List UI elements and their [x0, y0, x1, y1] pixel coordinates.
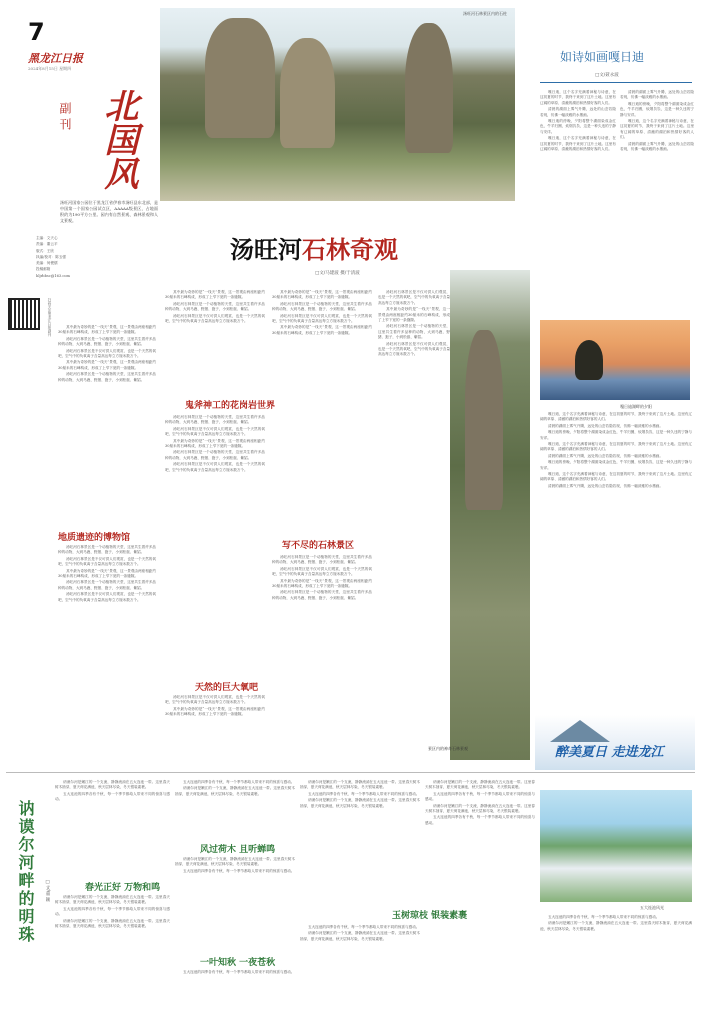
- banner-part-a: 醉美夏日: [555, 745, 608, 760]
- banner-part-b: 走进龙江: [611, 745, 664, 760]
- paragraph: 汤旺河石林景区是一个动植物的天堂，这里共生着许多品种的动物，大到马鹿、野猪、狍子，小到松鼠、紫貂。: [58, 372, 156, 382]
- paragraph: 讷谟尔河是嫩江的一个支流，静静流淌在五大连池一带。这里春天树木抽芽，夏天荷花满池，秋天层林尽染，冬天银装素裹。: [300, 931, 420, 941]
- paragraph: 汤旺河石林景区是一个动植物的天堂，这里共生着许多品种的动物，大到马鹿、野猪、狍子，小到松鼠、紫貂。: [378, 324, 450, 340]
- credit-line: 责编：董云平: [36, 242, 58, 247]
- paragraph: 五大连池的四季各有千秋，每一个季节都给人带来不同的惊喜与感动。: [308, 791, 420, 796]
- section-heading: 地质遗迹的博物馆: [58, 533, 131, 543]
- main-col: [58, 545, 156, 745]
- section-heading: 写不尽的石林景区: [282, 541, 355, 551]
- section-heading: [185, 398, 275, 411]
- main-title: [230, 230, 510, 264]
- bottom-col: [540, 915, 692, 1020]
- paragraph: 讷谟尔河是嫩江的一个支流，静静流淌在五大连池一带。这里春天树木抽芽，夏天荷花满池，秋天层林尽染，冬天银装素裹。: [55, 895, 170, 905]
- page-divider: [6, 772, 695, 773]
- paragraph: 汤旺河石林景区是一个动植物的天堂，这里共生着许多品种的动物，大到马鹿、野猪、狍子，小到松鼠、紫貂。: [165, 450, 265, 460]
- rock-pillar: [205, 18, 275, 138]
- paragraph: 汤旺河石林景区是不仅可供人们观赏，也是一个天然的氧吧，空气中的负氧离子含量高达每立方厘米数万个。: [165, 313, 265, 324]
- paragraph: 汤旺河石林景区是不仅可供人们观赏，也是一个天然的氧吧，空气中的负氧离子含量高达每立方厘米数万个。: [58, 348, 156, 359]
- forest-photo: [428, 270, 530, 760]
- paragraph: 汤旺河石林景区是一个动植物的天堂，这里共生着许多品种的动物，大到马鹿、野猪、狍子，小到松鼠、紫貂。: [58, 545, 156, 555]
- paragraph: 其中最为奇妙的是“一线天”景观，这一景观由两座相距约30厘米的石峰构成，形成了上窄下宽的一条缝隙。: [272, 578, 372, 589]
- title-part-b: 石林奇观: [302, 236, 398, 264]
- main-col: [165, 415, 265, 675]
- paragraph: 嘎日迪的傍晚，夕阳将整个湖面染成金红色，牛羊归圈，炊烟袅袅，这是一种久违的宁静与安详。: [540, 430, 692, 440]
- credit-line: 执编/校对：陈玉强: [36, 254, 66, 259]
- credit-line: 美编：何俊儒: [36, 261, 58, 266]
- photo-caption: 五大连池风光: [640, 905, 664, 910]
- paragraph: 嘎日迪，这个名字充满着神秘与诗意，在这初夏的时节，我终于来到了这片土地。这里有辽阔的草原、清澈的湖泊和热情好客的人们。: [540, 472, 692, 482]
- waterfall-photo: [540, 790, 692, 902]
- rock-pillar: [405, 23, 453, 153]
- paragraph: 汤旺河石林景区是不仅可供人们观赏，也是一个天然的氧吧，空气中的负氧离子含量高达每立方厘米数万个。: [165, 462, 265, 472]
- main-col: [272, 290, 372, 530]
- qr-caption: 扫码关注黑龙江日报副刊: [48, 298, 52, 337]
- paragraph: 其中最为奇妙的是“一线天”景观，这一景观由两座相距约30厘米的石峰构成，形成了上窄下宽的一条缝隙。: [272, 290, 372, 300]
- paper-name: 黑龙江日报: [28, 52, 83, 65]
- paragraph: 清晨的湖面上雾气升腾，远处的山峦若隐若现，仿佛一幅淡雅的水墨画。: [548, 483, 663, 488]
- paragraph: 嘎日迪的傍晚，夕阳将整个湖面染成金红色，牛羊归圈，炊烟袅袅，这是一种久违的宁静与安详。: [620, 101, 694, 117]
- intro-text: 汤旺河国家公园位于黑龙江省伊春市汤旺县东北部，是中国第一个国家公园试点区，AAAAA级景区，占地面积约为190平方公里。园内有自然景观、森林景观和人文景观。: [60, 200, 158, 223]
- paragraph: 讷谟尔河是嫩江的一个支流，静静流淌在五大连池一带。这里春天树木抽芽，夏天荷花满池，秋天层林尽染，冬天银装素裹。: [425, 780, 535, 790]
- credit-line: hljrbbsc@163.com: [36, 273, 70, 278]
- paragraph: 其中最为奇妙的是“一线天”景观，这一景观由两座相距约30厘米的石峰构成，形成了上窄下宽的一条缝隙。: [58, 325, 156, 335]
- sunset-photo: [540, 320, 690, 400]
- rock-pillar: [465, 330, 503, 510]
- main-col: [165, 290, 265, 390]
- photo-caption: 景区内的神奇石林景观: [428, 746, 468, 751]
- section-heading-text: 鬼斧神工的花岗岩世界: [185, 401, 276, 411]
- qr-code[interactable]: [8, 298, 40, 330]
- paragraph: 汤旺河石林景区是不仅可供人们观赏，也是一个天然的氧吧，空气中的负氧离子含量高达每立方厘米数万个。: [165, 695, 265, 705]
- paragraph: 清晨的湖面上雾气升腾，远处的山峦若隐若现，仿佛一幅淡雅的水墨画。: [620, 90, 694, 100]
- main-byline: □文/马建波 摄/于清波: [315, 271, 360, 276]
- paragraph: 汤旺河石林景区是不仅可供人们观赏，也是一个天然的氧吧，空气中的负氧离子含量高达每立方厘米数万个。: [378, 290, 450, 305]
- paragraph: 清晨的湖面上雾气升腾，远处的山峦若隐若现，仿佛一幅淡雅的水墨画。: [540, 107, 616, 117]
- bottom-col: [300, 780, 420, 900]
- photo-caption: 汤旺河石林景区内的石柱: [463, 11, 507, 16]
- section-heading: 一叶知秋 一夜苍秋: [200, 958, 276, 968]
- paragraph: 清晨的湖面上雾气升腾，远处的山峦若隐若现，仿佛一幅淡雅的水墨画。: [548, 423, 663, 428]
- paragraph: 五大连池的四季各有千秋，每一个季节都给人带来不同的惊喜与感动。: [308, 925, 420, 929]
- bottom-byline: □文/董 颖: [45, 880, 50, 902]
- paragraph: 讷谟尔河是嫩江的一个支流，静静流淌在五大连池一带。这里春天树木抽芽，夏天荷花满池，秋天层林尽染，冬天银装素裹。: [175, 857, 295, 867]
- paragraph: 其中最为奇妙的是“一线天”景观，这一景观由两座相距约30厘米的石峰构成，形成了上窄下宽的一条缝隙。: [165, 290, 265, 300]
- section-sub: 副刊: [58, 102, 72, 134]
- paragraph: 汤旺河石林景区是一个动植物的天堂，这里共生着许多品种的动物，大到马鹿、野猪、狍子，小到松鼠、紫貂。: [165, 301, 265, 312]
- main-col: [165, 695, 265, 765]
- paragraph: 其中最为奇妙的是“一线天”景观，这一景观由两座相距约30厘米的石峰构成，形成了上窄下宽的一条缝隙。: [58, 360, 156, 370]
- paragraph: 嘎日迪，这个名字充满着神秘与诗意，在这初夏的时节，我终于来到了这片土地。这里有辽阔的草原、清澈的湖泊和热情好客的人们。: [620, 119, 694, 140]
- paragraph: 汤旺河石林景区是一个动植物的天堂，这里共生着许多品种的动物，大到马鹿、野猪、狍子，小到松鼠、紫貂。: [272, 590, 372, 600]
- section-heading: 天然的巨大氧吧: [195, 683, 259, 693]
- section-heading: 风过荷木 且听蝉鸣: [200, 845, 276, 855]
- photo-caption: 嘎日迪湖畔的夕阳: [620, 404, 652, 409]
- paragraph: 五大连池的四季各有千秋，每一个季节都给人带来不同的惊喜与感动。: [55, 906, 170, 917]
- bottom-col: [55, 780, 170, 860]
- paragraph: 汤旺河石林景区是不仅可供人们观赏，也是一个天然的氧吧，空气中的负氧离子含量高达每立方厘米数万个。: [378, 341, 450, 357]
- paragraph: 其中最为奇妙的是“一线天”景观，这一景观由两座相距约30厘米的石峰构成，形成了上窄下宽的一条缝隙。: [165, 706, 265, 717]
- rock-pillar: [280, 38, 335, 148]
- main-col: [272, 555, 372, 765]
- bottom-col: [55, 895, 170, 1020]
- paragraph: 讷谟尔河是嫩江的一个支流，静静流淌在五大连池一带。这里春天树木抽芽，夏天荷花满池，秋天层林尽染，冬天银装素裹。: [55, 780, 170, 790]
- main-col: [378, 290, 450, 540]
- paragraph: 五大连池的四季各有千秋，每一个季节都给人带来不同的惊喜与感动。: [55, 791, 170, 802]
- tree-silhouette: [575, 340, 603, 380]
- paragraph: 五大连池的四季各有千秋，每一个季节都给人带来不同的惊喜与感动。: [183, 780, 295, 784]
- paragraph: 讷谟尔河是嫩江的一个支流，静静流淌在五大连池一带。这里春天树木抽芽，夏天荷花满池，秋天层林尽染，冬天银装素裹。: [425, 803, 535, 814]
- side-col: [540, 412, 692, 762]
- paragraph: 汤旺河石林景区是一个动植物的天堂，这里共生着许多品种的动物，大到马鹿、野猪、狍子，小到松鼠、紫貂。: [58, 336, 156, 347]
- side-title: 如诗如画嘎日迪: [560, 50, 645, 64]
- paragraph: 五大连池的四季各有千秋，每一个季节都给人带来不同的惊喜与感动。: [548, 915, 660, 919]
- paragraph: 嘎日迪，这个名字充满着神秘与诗意，在这初夏的时节，我终于来到了这片土地。这里有辽阔的草原、清澈的湖泊和热情好客的人们。: [540, 90, 616, 105]
- paragraph: 汤旺河石林景区是不仅可供人们观赏，也是一个天然的氧吧，空气中的负氧离子含量高达每立方厘米数万个。: [58, 556, 156, 567]
- bottom-col: [175, 780, 295, 840]
- paragraph: 讷谟尔河是嫩江的一个支流，静静流淌在五大连池一带。这里春天树木抽芽，夏天荷花满池，秋天层林尽染，冬天银装素裹。: [175, 786, 295, 796]
- credit-line: 投稿邮箱: [36, 267, 51, 272]
- paragraph: 五大连池的四季各有千秋，每一个季节都给人带来不同的惊喜与感动。: [425, 791, 535, 802]
- paragraph: 汤旺河石林景区是一个动植物的天堂，这里共生着许多品种的动物，大到马鹿、野猪、狍子，小到松鼠、紫貂。: [272, 555, 372, 565]
- paragraph: 其中最为奇妙的是“一线天”景观，这一景观由两座相距约30厘米的石峰构成，形成了上窄下宽的一条缝隙。: [272, 325, 372, 335]
- paragraph: 五大连池的四季各有千秋，每一个季节都给人带来不同的惊喜与感动。: [425, 815, 535, 825]
- banner-mountain: [550, 720, 610, 742]
- paragraph: 嘎日迪，这个名字充满着神秘与诗意，在这初夏的时节，我终于来到了这片土地。这里有辽阔的草原、清澈的湖泊和热情好客的人们。: [540, 136, 616, 152]
- paragraph: 清晨的湖面上雾气升腾，远处的山峦若隐若现，仿佛一幅淡雅的水墨画。: [620, 141, 694, 152]
- paragraph: 汤旺河石林景区是一个动植物的天堂，这里共生着许多品种的动物，大到马鹿、野猪、狍子，小到松鼠、紫貂。: [272, 301, 372, 312]
- paragraph: 汤旺河石林景区是不仅可供人们观赏，也是一个天然的氧吧，空气中的负氧离子含量高达每立方厘米数万个。: [272, 313, 372, 324]
- issue-date: 2024年8月15日 星期四: [28, 66, 72, 71]
- paragraph: 嘎日迪的傍晚，夕阳将整个湖面染成金红色，牛羊归圈，炊烟袅袅，这是一种久违的宁静与安详。: [540, 460, 692, 470]
- bottom-col: [175, 857, 295, 952]
- section-heading: 春光正好 万物和鸣: [85, 883, 161, 893]
- title-part-a: 汤旺河: [230, 236, 302, 264]
- paragraph: 汤旺河石林景区是不仅可供人们观赏，也是一个天然的氧吧，空气中的负氧离子含量高达每立方厘米数万个。: [272, 566, 372, 577]
- paragraph: 嘎日迪，这个名字充满着神秘与诗意，在这初夏的时节，我终于来到了这片土地。这里有辽阔的草原、清澈的湖泊和热情好客的人们。: [540, 442, 692, 452]
- side-header-rule: [540, 82, 692, 83]
- paragraph: 讷谟尔河是嫩江的一个支流，静静流淌在五大连池一带。这里春天树木抽芽，夏天荷花满池，秋天层林尽染，冬天银装素裹。: [300, 798, 420, 808]
- paragraph: 五大连池的四季各有千秋，每一个季节都给人带来不同的惊喜与感动。: [183, 868, 295, 873]
- paragraph: 清晨的湖面上雾气升腾，远处的山峦若隐若现，仿佛一幅淡雅的水墨画。: [548, 453, 663, 458]
- paragraph: 汤旺河石林景区是一个动植物的天堂，这里共生着许多品种的动物，大到马鹿、野猪、狍子，小到松鼠、紫貂。: [58, 580, 156, 590]
- bottom-title: 讷谟尔河畔的明珠: [16, 800, 35, 944]
- paragraph: 汤旺河石林景区是一个动植物的天堂，这里共生着许多品种的动物，大到马鹿、野猪、狍子，小到松鼠、紫貂。: [165, 415, 265, 425]
- credit-line: 版式：王欣: [36, 248, 54, 253]
- bottom-col: [425, 780, 535, 1020]
- main-col: [58, 325, 156, 495]
- side-col: [540, 90, 616, 320]
- paragraph: 汤旺河石林景区是不仅可供人们观赏，也是一个天然的氧吧，空气中的负氧离子含量高达每立方厘米数万个。: [58, 592, 156, 602]
- paragraph: 嘎日迪，这个名字充满着神秘与诗意，在这初夏的时节，我终于来到了这片土地。这里有辽阔的草原、清澈的湖泊和热情好客的人们。: [540, 412, 692, 422]
- side-col: [620, 90, 694, 320]
- paragraph: 讷谟尔河是嫩江的一个支流，静静流淌在五大连池一带。这里春天树木抽芽，夏天荷花满池，秋天层林尽染，冬天银装素裹。: [300, 780, 420, 790]
- section-title: 北国风: [98, 88, 138, 190]
- banner-text: [555, 741, 664, 760]
- paragraph: 嘎日迪的傍晚，夕阳将整个湖面染成金红色，牛羊归圈，炊烟袅袅，这是一种久违的宁静与安详。: [540, 119, 616, 134]
- paragraph: 其中最为奇妙的是“一线天”景观，这一景观由两座相距约30厘米的石峰构成，形成了上窄下宽的一条缝隙。: [378, 307, 450, 323]
- bottom-col: [300, 925, 420, 1020]
- paragraph: 汤旺河石林景区是不仅可供人们观赏，也是一个天然的氧吧，空气中的负氧离子含量高达每立方厘米数万个。: [165, 426, 265, 437]
- paragraph: 讷谟尔河是嫩江的一个支流，静静流淌在五大连池一带。这里春天树木抽芽，夏天荷花满池，秋天层林尽染，冬天银装素裹。: [55, 918, 170, 929]
- paragraph: 其中最为奇妙的是“一线天”景观，这一景观由两座相距约30厘米的石峰构成，形成了上窄下宽的一条缝隙。: [58, 568, 156, 579]
- section-heading: 玉树琼枝 银装素裹: [392, 911, 468, 921]
- paragraph: 其中最为奇妙的是“一线天”景观，这一景观由两座相距约30厘米的石峰构成，形成了上窄下宽的一条缝隙。: [165, 438, 265, 449]
- main-photo: [160, 8, 515, 201]
- side-byline: □文/聂永波: [595, 73, 619, 78]
- paragraph: 讷谟尔河是嫩江的一个支流，静静流淌在五大连池一带。这里春天树木抽芽，夏天荷花满池，秋天层林尽染，冬天银装素裹。: [540, 921, 692, 931]
- promo-banner: [535, 715, 695, 770]
- credit-line: 主编：文天心: [36, 236, 58, 240]
- bottom-col: [175, 970, 295, 1020]
- page-number: 7: [28, 18, 45, 46]
- paragraph: 五大连池的四季各有千秋，每一个季节都给人带来不同的惊喜与感动。: [183, 970, 295, 974]
